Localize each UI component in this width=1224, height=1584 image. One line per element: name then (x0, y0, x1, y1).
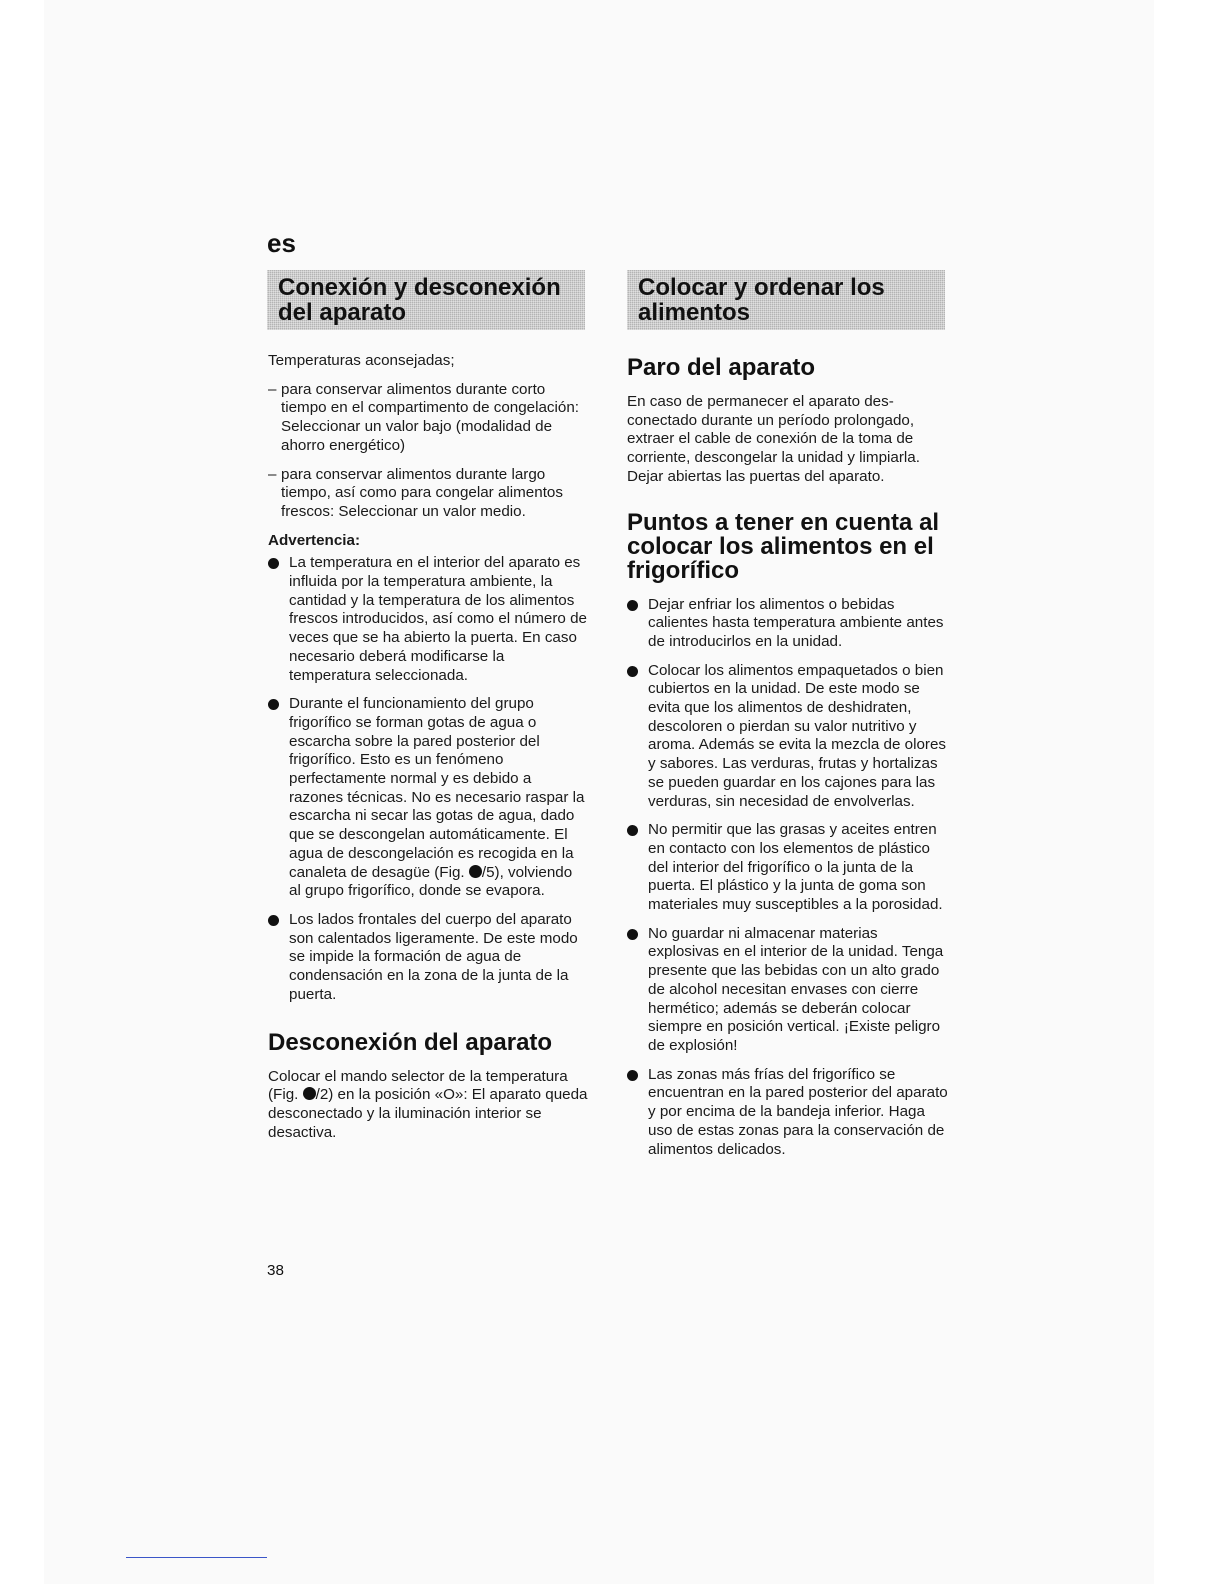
bullet-item (268, 911, 588, 1005)
section-heading-stopping: Paro del aparato (627, 354, 816, 381)
bullet-text: No guardar ni almacenar materias explosivas en el interior de la unidad. Tenga presente que las bebidas con un alto grado de alcohol necesitan envases con cierre hermético; además se deberán colocar siempre en posición vertical. ¡Existe peligro de explosión! (648, 924, 944, 1054)
text-part: /2) en la posición «O»: El aparato queda desconectado y la iluminación interior se desactiva. (268, 1086, 588, 1141)
bullet-item (627, 1066, 949, 1160)
figure-2-reference-icon (303, 1087, 316, 1100)
banner-title-connection: Conexión y desconexión del aparato (278, 274, 561, 326)
bullet-dot-icon (627, 929, 638, 940)
bullet-text: La temperatura en el interior del aparato es influida por la temperatura ambiente, la cantidad y la temperatura de los alimentos frescos introducidos, así como el número de veces que se ha abierto la puerta. En caso necesario deberá modificarse la temperatura seleccionada. (289, 554, 587, 684)
dash-item-text: para conservar alimentos durante largo tiempo, así como para congelar alimentos frescos: Seleccionar un valor medio. (281, 465, 563, 520)
bullet-text-part: Durante el funcionamiento del grupo frigorífico se forman gotas de agua o escarcha sobre la pared posterior del frigorífico. Esto es un fenómeno perfectamente normal y es debido a razones técnicas. No es necesario raspar la escarcha ni secar las gotas de agua, dado que se descongelan automáticamente. El agua de descongelación es recogida en la canaleta de desagüe (Fig. (289, 695, 585, 881)
page-margin-left (0, 0, 44, 1584)
figure-4-reference-icon (469, 865, 482, 878)
language-code: es (267, 228, 296, 258)
bullet-dot-icon (268, 915, 279, 926)
bullet-dot-icon (268, 699, 279, 710)
bullet-dot-icon (627, 1070, 638, 1081)
section-banner-connection (267, 270, 585, 330)
dash-marker: – (268, 465, 277, 483)
bullet-item (268, 695, 588, 901)
footer-rule (126, 1557, 267, 1558)
bullet-item (627, 821, 949, 915)
left-column (268, 352, 588, 1152)
page-margin-right (1154, 0, 1224, 1584)
warning-heading: Advertencia: (268, 531, 361, 549)
dash-marker: – (268, 380, 277, 398)
page-number: 38 (267, 1262, 284, 1279)
switch-off-text (268, 1068, 588, 1143)
dash-item (268, 466, 588, 522)
bullet-dot-icon (627, 825, 638, 836)
right-column (627, 352, 949, 1190)
bullet-item (268, 554, 588, 685)
bullet-text: Los lados frontales del cuerpo del aparato son calentados ligeramente. De este modo se impide la formación de agua de condensación en la zona de la junta de la puerta. (289, 910, 578, 1003)
bullet-item (627, 925, 949, 1056)
bullet-text: Las zonas más frías del frigorífico se encuentran en la pared posterior del aparato y por encima de la bandeja inferior. Haga uso de estas zonas para la conservación de alimentos delicados. (648, 1065, 948, 1158)
stopping-text: En caso de permanecer el aparato des-conectado durante un período prolongado, extraer el cable de conexión de la toma de corriente, descongelar la unidad y limpiarla. Dejar abiertas las puertas del aparato. (627, 393, 920, 485)
section-banner-food-storage (627, 270, 945, 330)
bullet-text: No permitir que las grasas y aceites entren en contacto con los elementos de plástico del interior del frigorífico o la junta de la puerta. El plástico y la junta de goma son materiales muy susceptibles a la porosidad. (648, 821, 943, 914)
bullet-text: Colocar los alimentos empaquetados o bien cubiertos en la unidad. De este modo se evita que los alimentos de deshidraten, descoloren o pierdan su valor nutritivo y aroma. Además se evita la mezcla de olores y sabores. Las verduras, frutas y hortalizas se pueden guardar en los cajones para las verduras, sin necesidad de envolverlas. (648, 661, 946, 810)
bullet-item (627, 596, 949, 652)
section-heading-switch-off: Desconexión del aparato (268, 1028, 553, 1056)
recommended-temperatures-intro: Temperaturas aconsejadas; (268, 352, 455, 369)
bullet-text-part: /5), volviendo al grupo frigorífico, donde se evapora. (289, 863, 573, 900)
dash-item (268, 381, 588, 456)
text-part: Colocar el mando selector de la temperatura (Fig. (268, 1067, 568, 1104)
bullet-dot-icon (268, 558, 279, 569)
banner-title-food-storage: Colocar y ordenar los alimentos (638, 274, 885, 326)
bullet-dot-icon (627, 666, 638, 677)
bullet-dot-icon (627, 600, 638, 611)
section-heading-placing-food: Puntos a tener en cuenta al colocar los alimentos en el frigorífico (627, 508, 940, 584)
dash-item-text: para conservar alimentos durante corto tiempo en el compartimento de congelación: Seleccionar un valor bajo (modalidad de ahorro energético) (281, 380, 580, 454)
bullet-item (627, 662, 949, 812)
bullet-text: Dejar enfriar los alimentos o bebidas calientes hasta temperatura ambiente antes de introducirlos en la unidad. (648, 595, 944, 650)
